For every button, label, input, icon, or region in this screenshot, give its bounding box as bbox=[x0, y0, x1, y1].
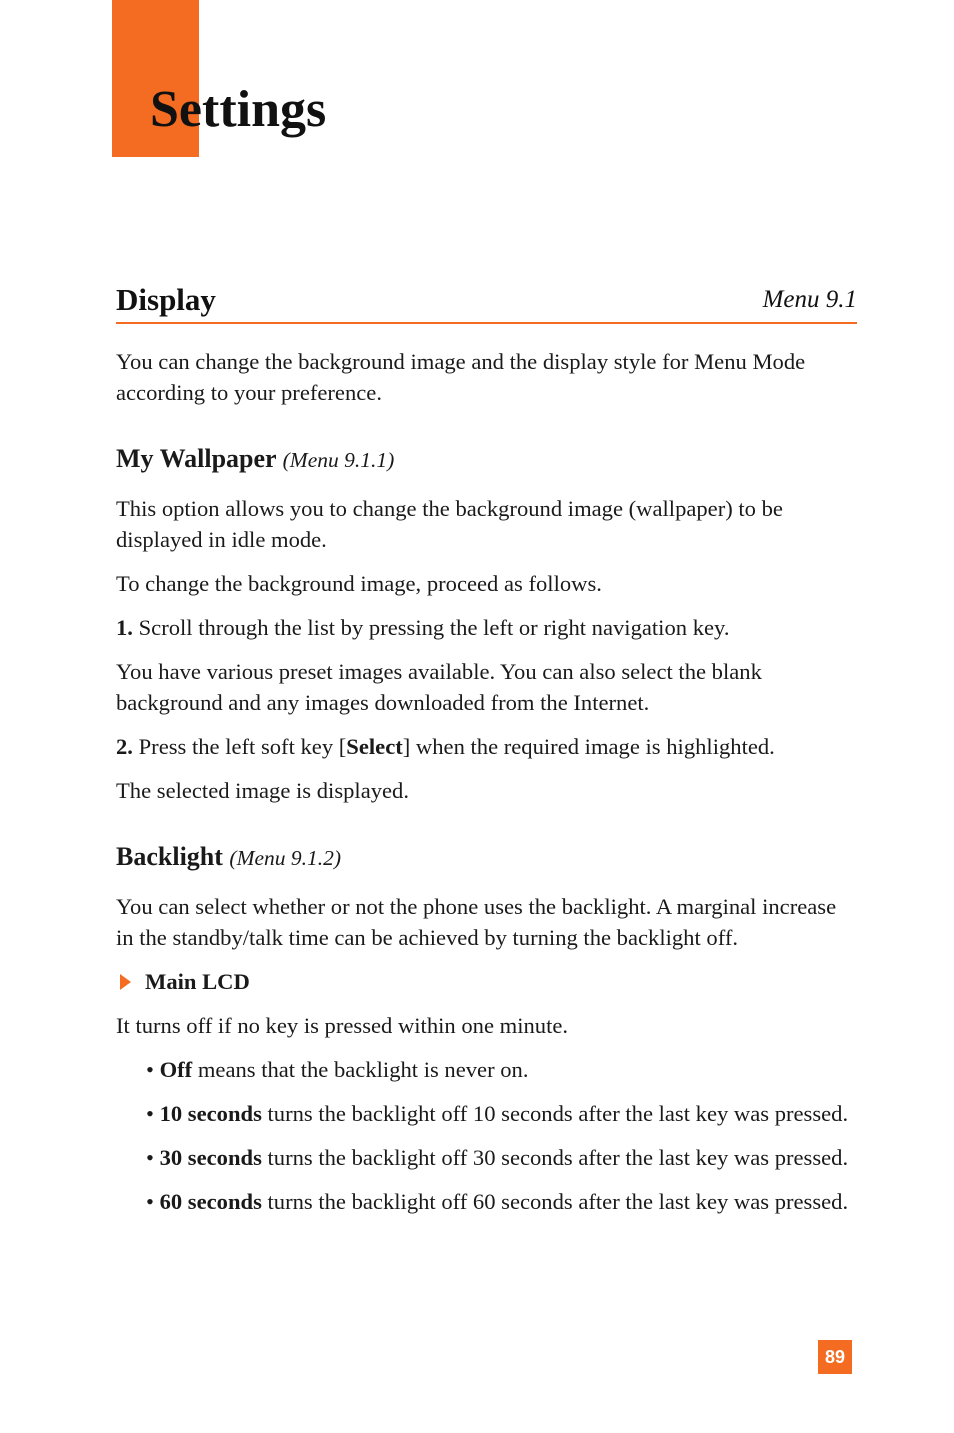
main-lcd-heading bbox=[116, 966, 856, 997]
wallpaper-title: My Wallpaper bbox=[116, 444, 277, 473]
step-1-number: 1. bbox=[116, 615, 133, 640]
step-2-number: 2. bbox=[116, 734, 133, 759]
option-text: turns the backlight off 10 seconds after the last key was pressed. bbox=[261, 1101, 849, 1126]
display-intro: You can change the background image and the display style for Menu Mode according to your preference. bbox=[116, 349, 806, 405]
backlight-para-2: It turns off if no key is pressed within one minute. bbox=[116, 1013, 569, 1038]
option-label: 30 seconds bbox=[159, 1145, 262, 1170]
section-menu-ref: Menu 9.1 bbox=[762, 286, 857, 313]
list-item: • Off means that the backlight is never on. bbox=[146, 1057, 529, 1082]
step-1-text: Scroll through the list by pressing the left or right navigation key. bbox=[132, 615, 730, 640]
option-text: turns the backlight off 30 seconds after the last key was pressed. bbox=[261, 1145, 849, 1170]
list-item: • 10 seconds turns the backlight off 10 seconds after the last key was pressed. bbox=[146, 1101, 849, 1126]
step-2-post: ] when the required image is highlighted. bbox=[402, 734, 775, 759]
backlight-title: Backlight bbox=[116, 842, 223, 871]
option-text: turns the backlight off 60 seconds after the last key was pressed. bbox=[261, 1189, 849, 1214]
backlight-heading bbox=[116, 840, 856, 875]
list-item: • 60 seconds turns the backlight off 60 seconds after the last key was pressed. bbox=[146, 1189, 849, 1214]
wallpaper-menu-ref: (Menu 9.1.1) bbox=[282, 448, 395, 472]
backlight-menu-ref: (Menu 9.1.2) bbox=[229, 846, 342, 870]
page-number: 89 bbox=[818, 1340, 852, 1374]
section-title: Display bbox=[116, 282, 216, 317]
option-label: 60 seconds bbox=[159, 1189, 262, 1214]
wallpaper-heading bbox=[116, 442, 856, 477]
wallpaper-para-1: This option allows you to change the background image (wallpaper) to be displayed in idle mode. bbox=[116, 496, 783, 552]
option-text: means that the backlight is never on. bbox=[192, 1057, 529, 1082]
backlight-options-list bbox=[116, 1054, 856, 1217]
wallpaper-para-3: You have various preset images available. You can also select the blank background and any images downloaded from the Internet. bbox=[116, 659, 762, 715]
main-lcd-label: Main LCD bbox=[145, 969, 250, 994]
step-2-key: Select bbox=[346, 734, 403, 759]
wallpaper-step-2 bbox=[116, 731, 856, 762]
page-content bbox=[116, 346, 856, 1230]
backlight-para-1: You can select whether or not the phone uses the backlight. A marginal increase in the standby/talk time can be achieved by turning the backlight off. bbox=[116, 894, 837, 950]
option-label: Off bbox=[159, 1057, 193, 1082]
wallpaper-step-1 bbox=[116, 612, 856, 643]
triangle-bullet-icon bbox=[120, 974, 131, 990]
page-title: Settings bbox=[150, 81, 327, 138]
wallpaper-para-4: The selected image is displayed. bbox=[116, 778, 409, 803]
step-2-pre: Press the left soft key [ bbox=[132, 734, 347, 759]
option-label: 10 seconds bbox=[159, 1101, 262, 1126]
list-item: • 30 seconds turns the backlight off 30 seconds after the last key was pressed. bbox=[146, 1145, 849, 1170]
section-header bbox=[116, 280, 857, 324]
wallpaper-para-2: To change the background image, proceed as follows. bbox=[116, 571, 602, 596]
